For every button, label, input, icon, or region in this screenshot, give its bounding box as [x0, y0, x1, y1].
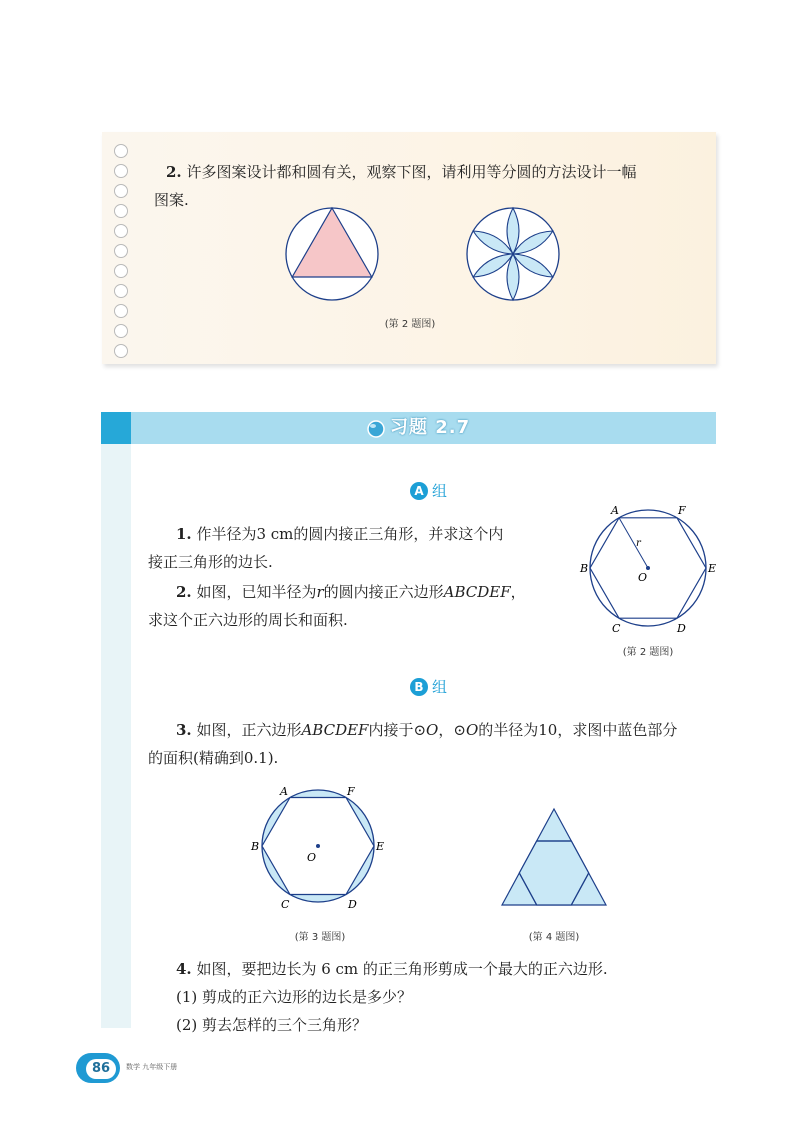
exercise-number: 1. — [176, 525, 192, 543]
vertex-label-c: C — [612, 622, 621, 635]
binder-ring — [114, 144, 128, 158]
vertex-label-a: A — [611, 504, 619, 517]
exercise-text-line2: 的面积(精确到0.1). — [148, 749, 279, 767]
group-b-heading — [410, 676, 447, 697]
vertex-label-a: A — [280, 785, 288, 798]
group-a-label: 组 — [432, 482, 448, 500]
math-variable: ABCDEF — [301, 721, 369, 739]
exercise-1 — [148, 520, 568, 576]
question-text: 许多图案设计都和圆有关，观察下图，请利用等分圆的方法设计一幅 — [186, 163, 637, 181]
math-variable: O — [465, 721, 479, 739]
vertex-label-f: F — [678, 504, 686, 517]
exercise-text: 如图，要把边长为 6 cm 的正三角形剪成一个最大的正六边形. — [196, 960, 608, 978]
group-a-badge: A — [410, 482, 428, 500]
radius-line — [619, 518, 648, 568]
card-question-2 — [154, 158, 706, 214]
section-header-tab — [101, 412, 131, 444]
binder-ring — [114, 224, 128, 238]
exercise-3 — [148, 716, 718, 772]
math-variable: r — [316, 583, 324, 601]
exercise-text-line2: 求这个正六边形的周长和面积. — [148, 611, 348, 629]
figure-caption: (第 3 题图) — [294, 932, 346, 943]
exercise-number: 2. — [176, 583, 192, 601]
vertex-label-d: D — [677, 622, 686, 635]
exercise-text: 如图，已知半径为 — [196, 583, 317, 601]
group-b-badge: B — [410, 678, 428, 696]
binder-ring — [114, 284, 128, 298]
vertex-label-b: B — [251, 840, 260, 853]
book-title: 数学 九年级下册 — [126, 1063, 178, 1071]
globe-icon — [366, 419, 386, 439]
binder-ring — [114, 344, 128, 358]
hexagon-figure-ex2 — [578, 500, 718, 640]
group-a-heading — [410, 480, 447, 501]
section-title: 习题 2.7 — [390, 417, 471, 438]
binder-ring — [114, 324, 128, 338]
hexagon-figure-ex3 — [250, 784, 390, 914]
exercise-text: ， — [510, 583, 526, 601]
vertex-label-e: E — [708, 562, 717, 575]
figure-caption: (第 4 题图) — [528, 932, 580, 943]
vertex-label-b: B — [580, 562, 589, 575]
exercise-number: 4. — [176, 960, 192, 978]
binder-ring — [114, 244, 128, 258]
question-text-line2: 图案. — [154, 191, 189, 209]
vertex-label-c: C — [281, 898, 290, 911]
radius-label-r: r — [636, 538, 641, 549]
vertex-label-d: D — [348, 898, 357, 911]
exercise-text: 如图，正六边形 — [196, 721, 302, 739]
binder-ring — [114, 204, 128, 218]
center-label-o: O — [638, 571, 648, 584]
exercise-2 — [148, 578, 578, 634]
math-variable: O — [426, 721, 439, 739]
math-variable: ABCDEF — [443, 583, 511, 601]
exercise-text: 的半径为10，求图中蓝色部分 — [478, 721, 678, 739]
question-number: 2. — [166, 163, 182, 181]
vertex-label-f: F — [347, 785, 355, 798]
exercise-text: 内接于⊙ — [368, 721, 427, 739]
triangle-hexagon-figure-ex4 — [496, 806, 612, 908]
exercise-text-line2: 接正三角形的边长. — [148, 553, 273, 571]
group-b-label: 组 — [432, 678, 448, 696]
binder-ring — [114, 264, 128, 278]
center-point — [646, 566, 650, 570]
circle-triangle-figure — [284, 206, 380, 302]
exercise-4 — [148, 955, 718, 1039]
page-number: 86 — [86, 1059, 116, 1079]
exercise-text: ，⊙ — [438, 721, 466, 739]
figure-caption: (第 2 题图) — [622, 647, 674, 658]
exercise-subquestion-1: (1) 剪成的正六边形的边长是多少？ — [176, 988, 413, 1006]
center-label-o: O — [307, 851, 317, 864]
flower-pattern-figure — [465, 206, 561, 302]
figure-caption: (第 2 题图) — [384, 319, 436, 330]
vertex-label-e: E — [376, 840, 385, 853]
exercise-number: 3. — [176, 721, 192, 739]
exercise-text: 作半径为3 cm的圆内接正三角形，并求这个内 — [196, 525, 504, 543]
exercise-text: 的圆内接正六边形 — [323, 583, 444, 601]
binder-ring — [114, 304, 128, 318]
center-point — [316, 844, 320, 848]
binder-ring — [114, 184, 128, 198]
exercise-subquestion-2: (2) 剪去怎样的三个三角形？ — [176, 1016, 368, 1034]
binder-ring — [114, 164, 128, 178]
section-side-panel — [101, 412, 131, 1028]
